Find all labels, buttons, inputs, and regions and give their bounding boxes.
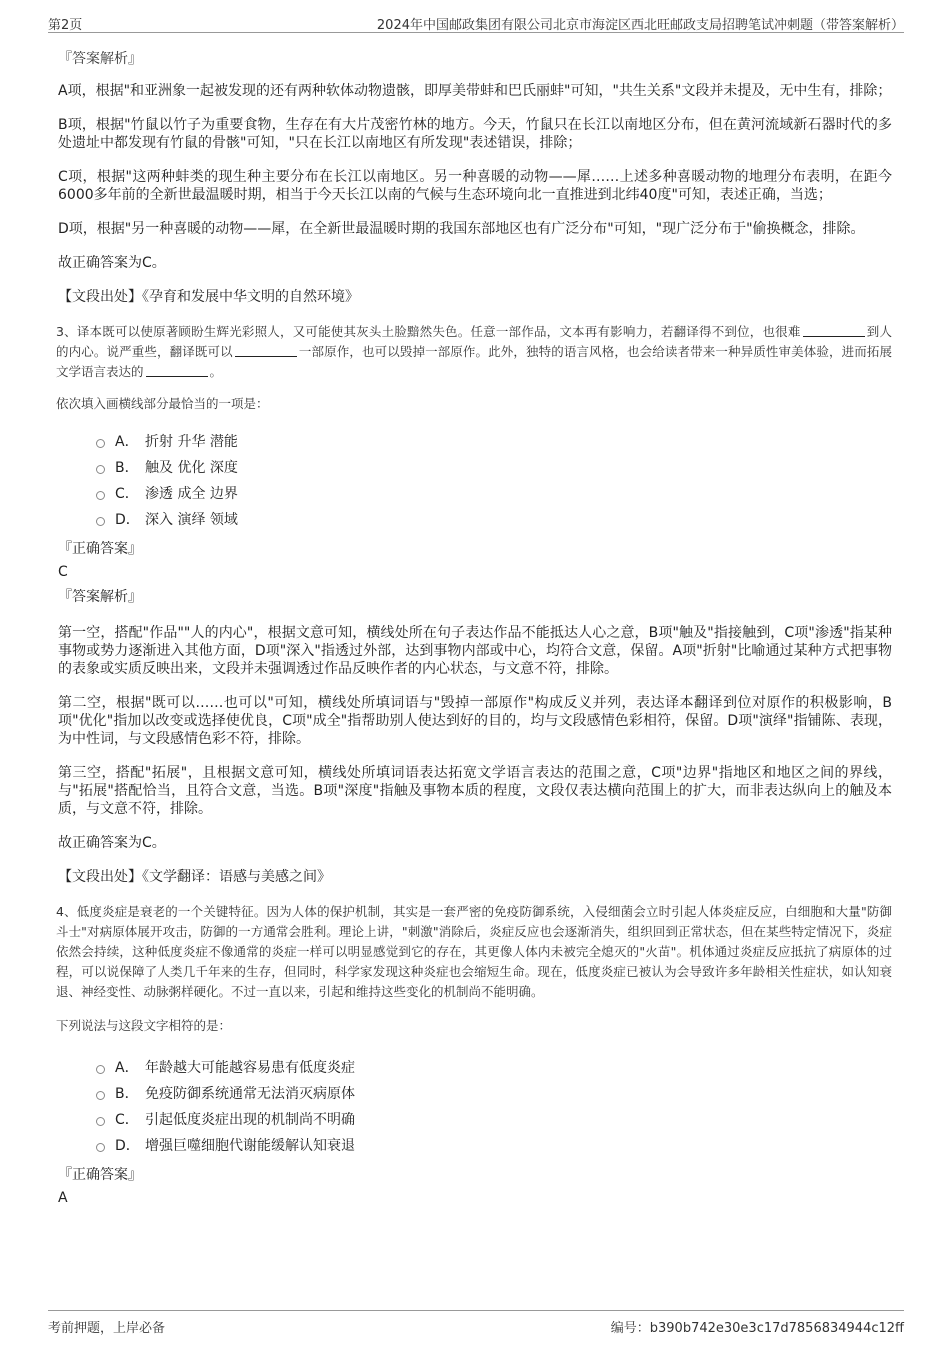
- document-title: 2024年中国邮政集团有限公司北京市海淀区西北旺邮政支局招聘笔试冲刺题（带答案解析）: [376, 18, 904, 33]
- option-d[interactable]: D． 深入 演绎 领域: [96, 506, 892, 532]
- radio-button[interactable]: [96, 1091, 105, 1100]
- radio-button[interactable]: [96, 439, 105, 448]
- option-a[interactable]: A． 折射 升华 潜能: [96, 428, 892, 454]
- document-id: 编号：b390b742e30e3c17d7856834944c12ff: [610, 1321, 904, 1336]
- correct-answer: C: [58, 564, 68, 580]
- option-d[interactable]: D． 增强巨噬细胞代谢能缓解认知衰退: [96, 1132, 892, 1158]
- radio-button[interactable]: [96, 1117, 105, 1126]
- question-4-options: [96, 1054, 892, 1158]
- page-content: [56, 36, 892, 1212]
- blank-1: [803, 324, 865, 337]
- radio-button[interactable]: [96, 491, 105, 500]
- blank-2: [235, 344, 297, 357]
- radio-button[interactable]: [96, 465, 105, 474]
- question-4-text: 4、低度炎症是衰老的一个关键特征。因为人体的保护机制，其实是一套严密的免疫防御系统，入侵细菌会立时引起人体炎症反应，白细胞和大量"防御斗士"对病原体展开攻击，防御的一方通常会胜利。理论上讲，"刺激"消除后，炎症反应也会逐渐消失，组织回到正常状态，但在某些特定情况下，炎症依然会持续，这种低度炎症不像通常的炎症一样可以明显感觉到它的存在，其更像人体内未被完全熄灭的"火苗"。机体通过炎症反应抵抗了病原体的过程，可以说保障了人类几千年来的生存，但同时，科学家发现这种炎症也会缩短生命。现在，低度炎症已被认为会导致许多年龄相关性症状，如认知衰退、神经变性、动脉粥样硬化。不过一直以来，引起和维持这些变化的机制尚不能明确。: [56, 904, 892, 999]
- analysis-paragraph: D项，根据"另一种喜暖的动物——犀，在全新世最温暖时期的我国东部地区也有广泛分布"可知，"现广泛分布于"偷换概念，排除。: [58, 221, 865, 237]
- question-3-prompt: 依次填入画横线部分最恰当的一项是：: [56, 396, 269, 411]
- correct-answer: A: [58, 1190, 68, 1206]
- conclusion: 故正确答案为C。: [58, 255, 166, 271]
- radio-button[interactable]: [96, 1143, 105, 1152]
- analysis-paragraph: 第三空，搭配"拓展"，且根据文意可知，横线处所填词语表达拓宽文学语言表达的范围之意，C项"边界"指地区和地区之间的界线，与"拓展"搭配恰当，且符合文意，当选。B项"深度"指触及事物本质的程度，文段仅表达横向范围上的扩大，而非表达纵向上的触及本质，与文意不符，排除。: [58, 765, 892, 817]
- option-c[interactable]: C． 渗透 成全 边界: [96, 480, 892, 506]
- question-4-prompt: 下列说法与这段文字相符的是：: [56, 1018, 232, 1033]
- footer-slogan: 考前押题，上岸必备: [48, 1321, 166, 1336]
- analysis-paragraph: B项，根据"竹鼠以竹子为重要食物，生存在有大片茂密竹林的地方。今天，竹鼠只在长江以南地区分布，但在黄河流域新石器时代的多处遗址中都发现有竹鼠的骨骸"可知，"只在长江以南地区有所发现"表述错误，排除；: [58, 117, 892, 151]
- option-c[interactable]: C． 引起低度炎症出现的机制尚不明确: [96, 1106, 892, 1132]
- blank-3: [146, 364, 208, 377]
- analysis-paragraph: A项，根据"和亚洲象一起被发现的还有两种软体动物遗骸，即厚美带蚌和巴氏丽蚌"可知，"共生关系"文段并未提及，无中生有，排除；: [58, 83, 892, 99]
- correct-answer-label: 『正确答案』: [58, 1167, 142, 1183]
- option-b[interactable]: B． 免疫防御系统通常无法消灭病原体: [96, 1080, 892, 1106]
- page-number: 第2页: [48, 18, 83, 33]
- analysis-paragraph: 第一空，搭配"作品""人的内心"，根据文意可知，横线处所在句子表达作品不能抵达人心之意，B项"触及"指接触到，C项"渗透"指某种事物或势力逐渐进入其他方面，D项"深入"指透过外部，达到事物内部或中心，均符合文意，保留。A项"折射"比喻通过某种方式把事物的表象或实质反映出来，文段并未强调透过作品反映作者的内心状态，与文意不符，排除。: [58, 625, 892, 677]
- source-citation: 【文段出处】《文学翻译：语感与美感之间》: [58, 869, 331, 885]
- option-a[interactable]: A． 年龄越大可能越容易患有低度炎症: [96, 1054, 892, 1080]
- question-3-text: 3、译本既可以使原著顾盼生辉光彩照人，又可能使其灰头土脸黯然失色。任意一部作品，文本再有影响力，若翻译得不到位，也很难 到人的内心。说严重些，翻译既可以 一部原作，也可以毁掉一部原作。此外，独特的语言风格，也会给读者带来一种异质性审美体验，进而拓展文学语言表达的 。: [56, 324, 892, 379]
- page-header: [48, 12, 904, 33]
- analysis-label: 『答案解析』: [58, 589, 142, 605]
- radio-button[interactable]: [96, 517, 105, 526]
- page-footer: [48, 1310, 904, 1335]
- source-citation: 【文段出处】《孕育和发展中华文明的自然环境》: [58, 289, 359, 305]
- correct-answer-label: 『正确答案』: [58, 541, 142, 557]
- analysis-paragraph: 第二空，根据"既可以……也可以"可知，横线处所填词语与"毁掉一部原作"构成反义并列，表达译本翻译到位对原作的积极影响，B项"优化"指加以改变或选择使优良，C项"成全"指帮助别人使达到好的目的，均与文段感情色彩相符，保留。D项"演绎"指铺陈、表现，为中性词，与文段感情色彩不符，排除。: [58, 695, 892, 747]
- conclusion: 故正确答案为C。: [58, 835, 166, 851]
- radio-button[interactable]: [96, 1065, 105, 1074]
- option-b[interactable]: B． 触及 优化 深度: [96, 454, 892, 480]
- question-3-options: [96, 428, 892, 532]
- analysis-label: 『答案解析』: [58, 51, 142, 67]
- analysis-paragraph: C项，根据"这两种蚌类的现生种主要分布在长江以南地区。另一种喜暖的动物——犀……上述多种喜暖动物的地理分布表明，在距今6000多年前的全新世最温暖时期，相当于今天长江以南的气候与生态环境向北一直推进到北纬40度"可知，表述正确，当选；: [58, 169, 892, 203]
